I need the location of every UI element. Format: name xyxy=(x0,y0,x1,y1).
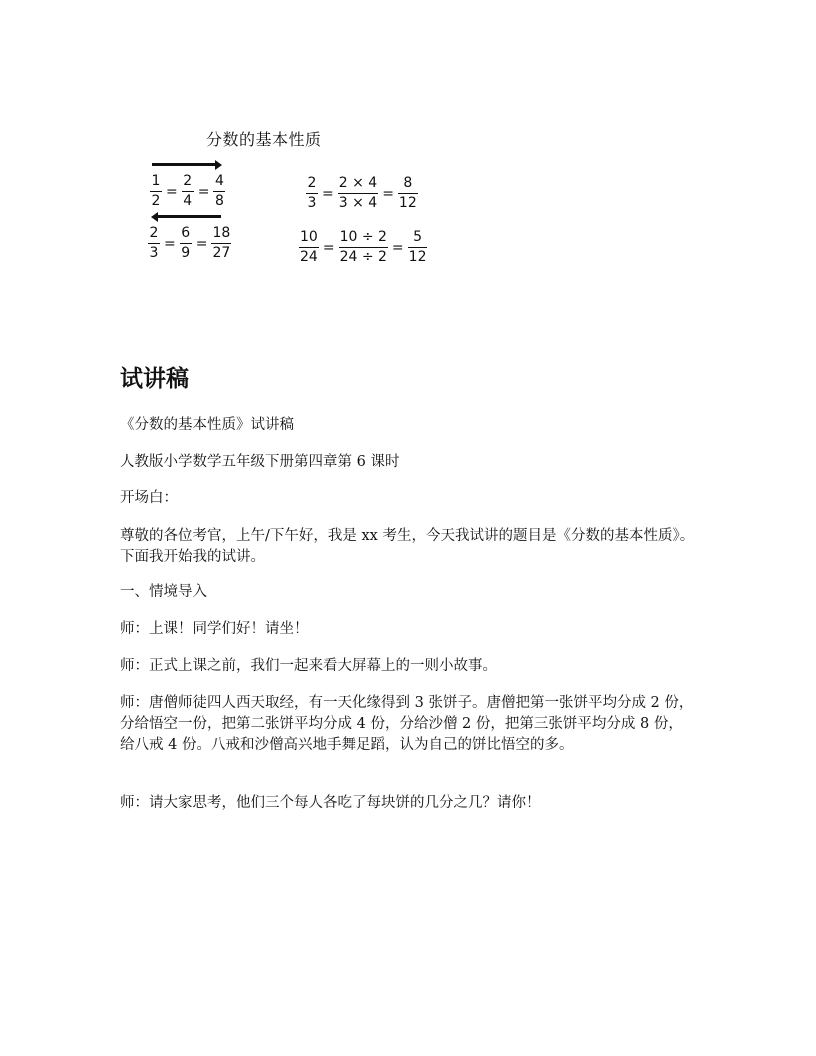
fraction-numerator: 1 xyxy=(151,173,161,189)
paragraph-section-one: 一、情境导入 xyxy=(120,584,207,600)
equals-sign: = xyxy=(391,239,404,256)
fraction-denominator: 8 xyxy=(215,193,224,209)
equation-left-top xyxy=(150,173,225,210)
fraction-numerator: 2 xyxy=(307,175,317,191)
fraction-numerator: 18 xyxy=(212,225,231,241)
fraction-numerator: 2 xyxy=(149,225,159,241)
equals-sign: = xyxy=(195,235,208,252)
equals-sign: = xyxy=(322,185,334,202)
figure-title: 分数的基本性质 xyxy=(206,130,322,149)
paragraph-title: 《分数的基本性质》试讲稿 xyxy=(120,417,294,433)
fraction-numerator: 5 xyxy=(413,229,423,245)
fraction-denominator: 4 xyxy=(183,193,193,209)
fraction-denominator: 24 xyxy=(300,249,318,265)
fraction xyxy=(182,173,194,210)
equals-sign: = xyxy=(322,239,335,256)
fraction-denominator: 12 xyxy=(408,249,427,265)
paragraph-teacher-greeting: 师：上课！同学们好！请坐！ xyxy=(120,621,309,637)
fraction-numerator: 2 xyxy=(183,173,193,189)
paragraph-question: 师：请大家思考，他们三个每人各吃了每块饼的几分之几？请你！ xyxy=(120,795,541,811)
right-arrow-icon xyxy=(152,163,216,166)
fraction-numerator: 6 xyxy=(181,225,191,241)
fraction-denominator: 2 xyxy=(151,193,161,209)
paragraph-course-info: 人教版小学数学五年级下册第四章第 6 课时 xyxy=(120,454,400,470)
fraction xyxy=(339,229,388,266)
equation-right-bottom xyxy=(299,229,427,266)
equation-left-bottom xyxy=(148,225,231,262)
fraction xyxy=(338,175,378,212)
fraction-numerator: 2 × 4 xyxy=(338,175,378,191)
fraction xyxy=(408,229,428,266)
paragraph-teacher-intro: 师：正式上课之前，我们一起来看大屏幕上的一则小故事。 xyxy=(120,658,497,674)
fraction-denominator: 24 ÷ 2 xyxy=(339,249,387,265)
fraction xyxy=(211,225,231,262)
fraction-denominator: 3 × 4 xyxy=(338,195,378,211)
fraction-numerator: 8 xyxy=(403,175,413,191)
fraction xyxy=(148,225,160,262)
equation-right-top xyxy=(306,175,418,212)
fraction-denominator: 9 xyxy=(181,245,191,261)
fraction xyxy=(213,173,225,210)
fraction xyxy=(299,229,319,266)
fraction-denominator: 3 xyxy=(307,195,317,211)
equals-sign: = xyxy=(197,183,210,200)
section-heading: 试讲稿 xyxy=(120,366,189,392)
fraction xyxy=(398,175,418,212)
fraction-numerator: 10 xyxy=(300,229,318,245)
equals-sign: = xyxy=(164,235,176,252)
fraction-denominator: 3 xyxy=(149,245,159,261)
fraction-denominator: 12 xyxy=(398,195,417,211)
fraction-numerator: 10 ÷ 2 xyxy=(339,229,387,245)
equals-sign: = xyxy=(382,185,394,202)
fraction xyxy=(306,175,318,212)
fraction-numerator: 4 xyxy=(215,173,224,189)
fraction xyxy=(180,225,192,262)
paragraph-story: 师：唐僧师徒四人西天取经，有一天化缘得到 3 张饼子。唐僧把第一张饼平均分成 2 份，分给悟空一份，把第二张饼平均分成 4 份，分给沙僧 2 份，把第三张饼平均分成 8 份，给八戒 4 份。八戒和沙僧高兴地手舞足蹈，认为自己的饼比悟空的多。 xyxy=(120,695,694,753)
left-arrow-icon xyxy=(157,215,221,218)
fraction-denominator: 27 xyxy=(212,245,231,261)
paragraph-opening-label: 开场白： xyxy=(120,490,178,506)
equals-sign: = xyxy=(166,183,178,200)
fraction xyxy=(150,173,162,210)
paragraph-opening-remarks: 尊敬的各位考官，上午/下午好，我是 xx 考生，今天我试讲的题目是《分数的基本性质》。下面我开始我的试讲。 xyxy=(120,528,695,565)
